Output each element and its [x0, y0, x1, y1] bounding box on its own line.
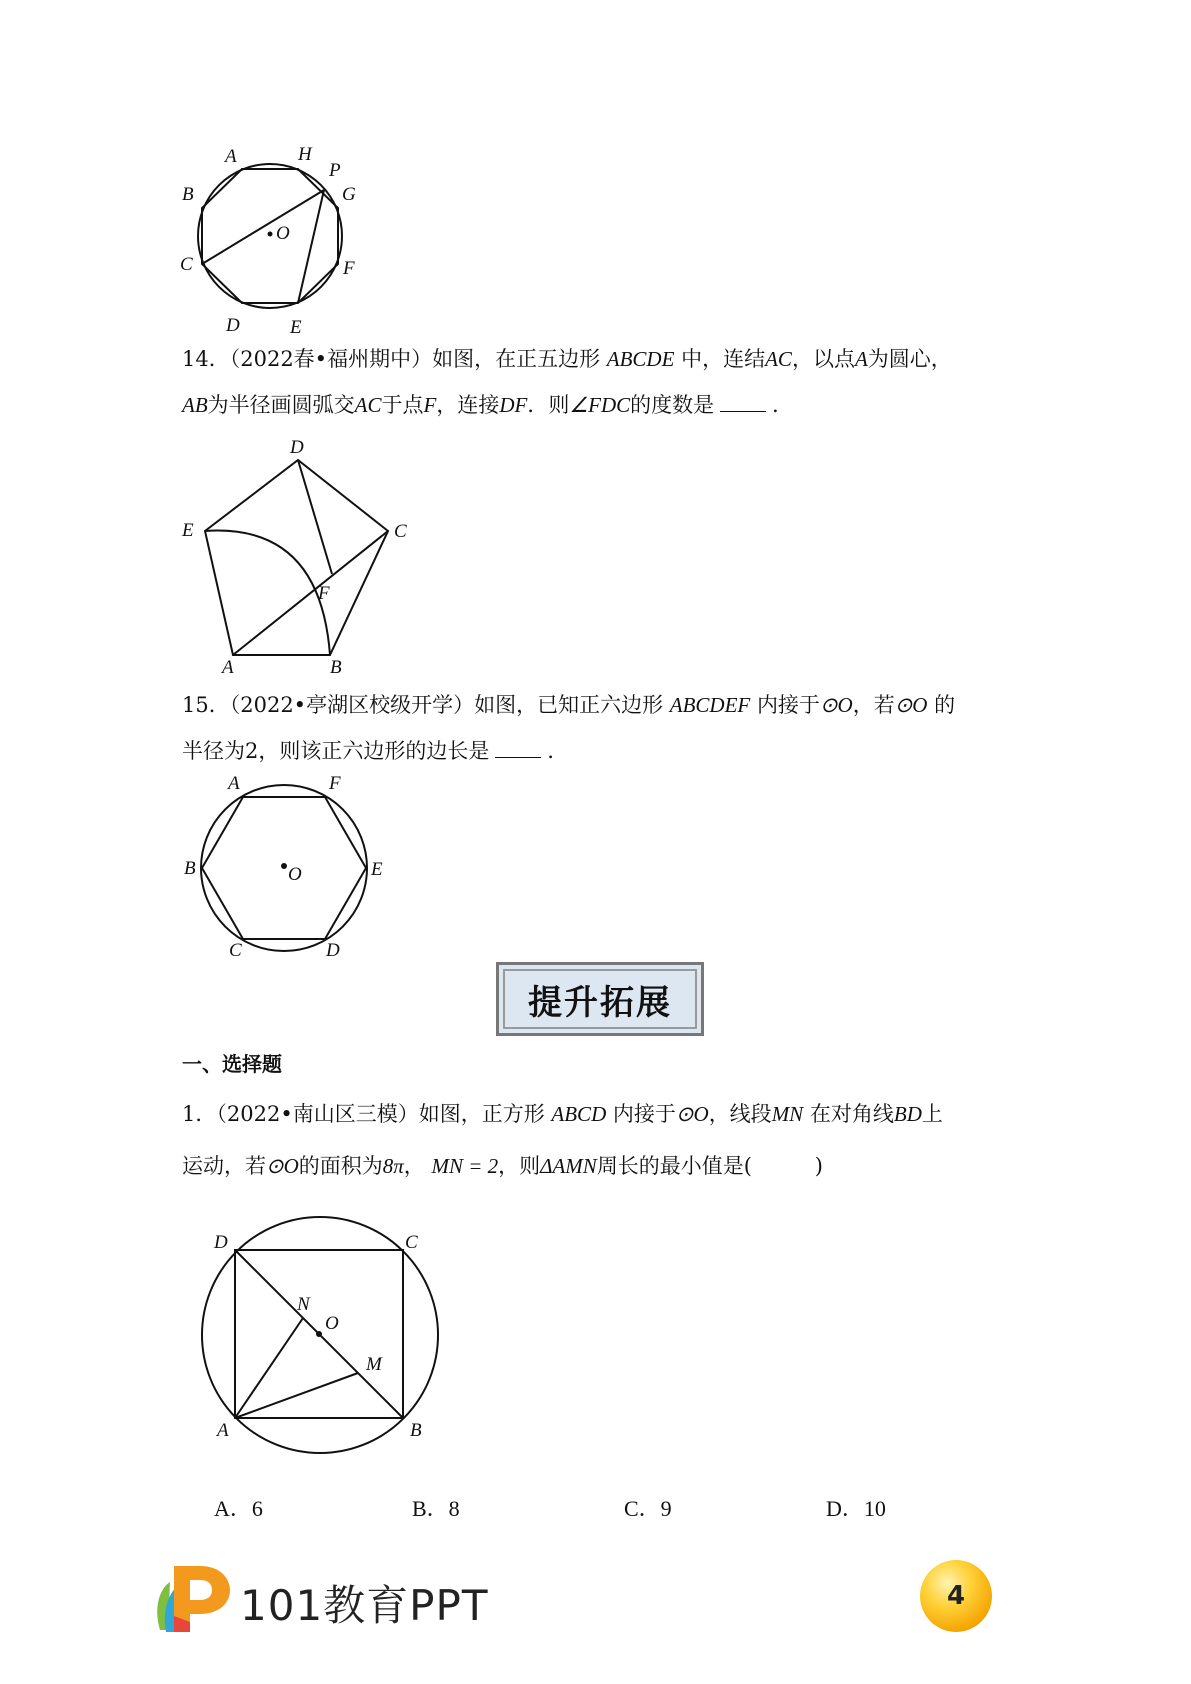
label-n: N [297, 1294, 310, 1315]
q15-text: 的 [934, 693, 956, 717]
label-b: B [184, 858, 196, 879]
label-a: A [217, 1420, 229, 1441]
label-e: E [182, 520, 194, 541]
label-d: D [290, 437, 304, 458]
q1-text: 的面积为 [298, 1154, 383, 1178]
q15-text: 内接于 [756, 693, 820, 717]
q14-math: AC [765, 347, 792, 371]
question-14 [182, 336, 1022, 428]
label-b: B [410, 1420, 422, 1441]
figure-hexagon [178, 770, 398, 970]
segment-df [298, 460, 332, 574]
diagonal-ac [233, 531, 388, 655]
label-c: C [180, 254, 193, 275]
q1-math: MN [771, 1102, 804, 1126]
label-p: P [329, 160, 341, 181]
label-o: O [325, 1313, 339, 1334]
center-dot [316, 1331, 322, 1337]
figure-octagon [170, 140, 370, 340]
q1-text: ) [814, 1154, 823, 1178]
q1-text: ， [403, 1154, 425, 1178]
label-d: D [326, 940, 340, 961]
page-number: 4 [920, 1560, 992, 1632]
q14-source: （2022春•福州期中） [229, 347, 433, 371]
figure-pentagon [180, 435, 430, 675]
q1-text: 在对角线 [809, 1102, 894, 1126]
q15-text: 半径为2，则该正六边形的边长是 [182, 739, 490, 763]
label-c: C [405, 1232, 418, 1253]
label-h: H [298, 144, 312, 165]
label-a: A [225, 146, 237, 167]
q1-text: ，则 [498, 1154, 541, 1178]
brand-logo-text: 101教育PPT [240, 1581, 489, 1630]
q1-number: 1． [182, 1102, 217, 1126]
label-g: G [342, 184, 356, 205]
q14-text: 为半径画圆弧交 [207, 393, 355, 417]
q14-text: 为圆心， [867, 347, 952, 371]
label-f: F [329, 773, 341, 794]
section-banner: 提升拓展 [496, 962, 704, 1036]
label-c: C [229, 940, 242, 961]
label-f: F [343, 258, 355, 279]
q14-math: F [423, 393, 437, 417]
label-f: F [318, 583, 330, 604]
center-dot [281, 863, 287, 869]
q15-math: ⊙O [819, 693, 853, 717]
question-15 [182, 682, 1022, 774]
q14-text: 于点 [381, 393, 424, 417]
option-d[interactable]: D．10 [826, 1496, 886, 1521]
q1-math: ABCD [551, 1102, 607, 1126]
label-c: C [394, 521, 407, 542]
segment-cp [202, 190, 324, 264]
q1-text: 如图，正方形 [418, 1102, 545, 1126]
q14-math: ABCDE [606, 347, 675, 371]
q14-text: 如图，在正五边形 [432, 347, 601, 371]
q1-source: （2022•南山区三模） [216, 1102, 419, 1126]
label-b: B [330, 657, 342, 675]
label-a: A [222, 657, 234, 675]
q15-text: ，若 [852, 693, 895, 717]
option-c[interactable]: C．9 [624, 1496, 672, 1521]
label-o: O [288, 864, 302, 885]
label-e: E [290, 317, 302, 338]
answer-blank[interactable] [720, 391, 766, 412]
label-o: O [276, 223, 290, 244]
q1-text: 上 [921, 1102, 943, 1126]
q1-text: ，线段 [708, 1102, 772, 1126]
label-a: A [228, 773, 240, 794]
q14-math: ∠FDC [569, 393, 631, 417]
pentagon [205, 460, 388, 655]
option-b[interactable]: B．8 [412, 1496, 460, 1521]
q1-math: 8π [382, 1154, 404, 1178]
q1-math: BD [893, 1102, 922, 1126]
label-d: D [214, 1232, 228, 1253]
segment-an [235, 1318, 303, 1418]
q15-text: 如图，已知正六边形 [474, 693, 664, 717]
q14-text: 中，连结 [681, 347, 766, 371]
segment-am [235, 1373, 358, 1418]
q1-math: ΔAMN [540, 1154, 597, 1178]
option-a[interactable]: A．6 [214, 1496, 263, 1521]
segment-pe [298, 190, 324, 303]
section-title: 一、选择题 [182, 1052, 282, 1076]
q15-source: （2022•亭湖区校级开学） [229, 693, 475, 717]
q1-text: 内接于 [612, 1102, 676, 1126]
answer-blank[interactable] [495, 737, 541, 758]
q15-number: 15． [182, 693, 230, 717]
q14-math: A [854, 347, 868, 371]
figure-square [190, 1210, 450, 1460]
q14-text: ，连接 [436, 393, 500, 417]
q1-math: ⊙O [266, 1154, 299, 1178]
q1-text: 运动，若 [182, 1154, 266, 1178]
q1-math: MN = 2 [431, 1154, 499, 1178]
q14-text: 的度数是 [630, 393, 715, 417]
label-b: B [182, 184, 194, 205]
question-1 [182, 1088, 1022, 1192]
q14-math: AB [182, 393, 208, 417]
q14-text: ． [772, 393, 794, 417]
q1-text: 周长的最小值是( [596, 1154, 753, 1178]
q15-math: ⊙O [894, 693, 928, 717]
q1-math: ⊙O [675, 1102, 709, 1126]
q14-text: ，以点 [791, 347, 855, 371]
q14-math: DF [499, 393, 528, 417]
q14-number: 14． [182, 347, 230, 371]
label-d: D [226, 315, 240, 336]
q15-text: ． [547, 739, 569, 763]
brand-logo-icon [150, 1560, 234, 1636]
label-e: E [371, 859, 383, 880]
q14-math: AC [354, 393, 382, 417]
q14-text: ．则 [527, 393, 570, 417]
center-dot [268, 232, 273, 237]
q15-math: ABCDEF [669, 693, 751, 717]
label-m: M [366, 1354, 382, 1375]
